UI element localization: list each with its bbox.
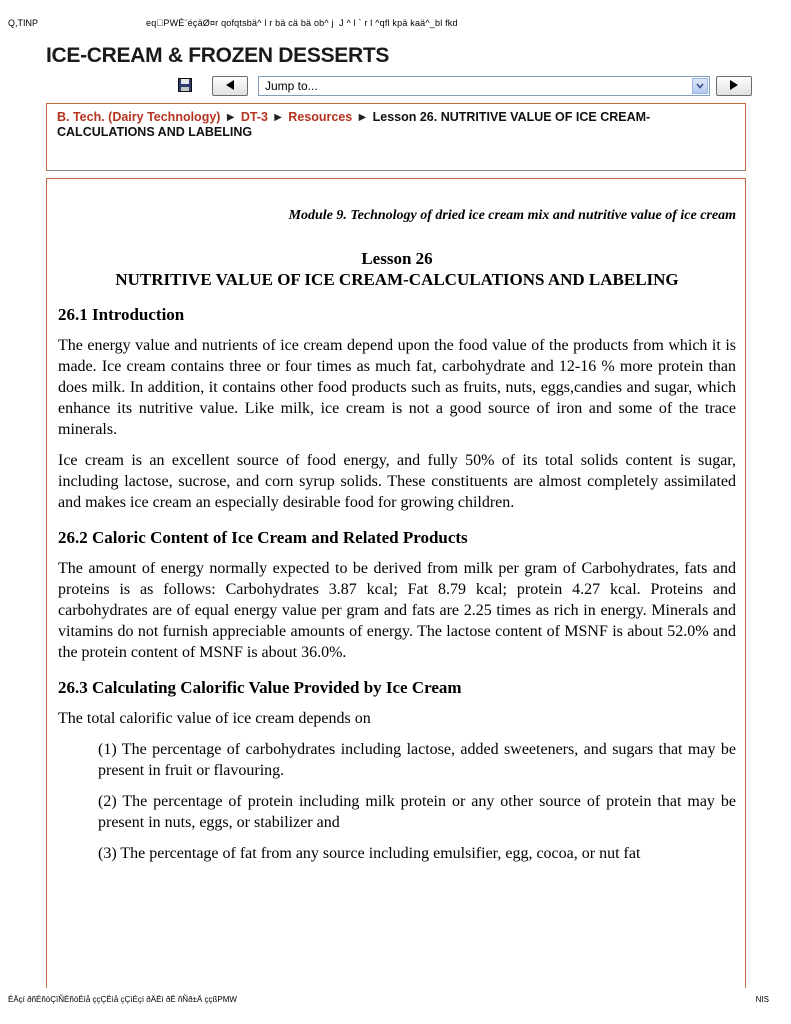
- print-header-url: eq PWÉ¨éçäØ¤r qofqtsbä^ l r bä cä bä ob^ j J ^ l ` r l ^qfl kpä kaä^_bl fkd: [146, 18, 458, 28]
- triangle-right-icon: [729, 77, 739, 95]
- list-item: (1) The percentage of carbohydrates including lactose, added sweeteners, and sugars that may be present in fruit or flavouring.: [98, 741, 736, 779]
- breadcrumb-link-dt3[interactable]: DT-3: [240, 110, 268, 124]
- breadcrumb-separator: ►: [356, 110, 369, 124]
- module-heading: Module 9. Technology of dried ice cream mix and nutritive value of ice cream: [288, 208, 736, 223]
- breadcrumb-link-course[interactable]: B. Tech. (Dairy Technology): [57, 110, 221, 124]
- triangle-left-icon: [225, 77, 235, 95]
- list-item: (2) The percentage of protein including milk protein or any other source of protein that may be present in nuts, eggs, or stabilizer and: [98, 793, 736, 831]
- lesson-title: NUTRITIVE VALUE OF ICE CREAM-CALCULATIONS AND LABELING: [115, 270, 679, 289]
- print-footer-page: NIS: [755, 995, 769, 1004]
- section-heading-caloric-content: 26.2 Caloric Content of Ice Cream and Related Products: [58, 528, 468, 547]
- lesson-number: Lesson 26: [361, 249, 433, 268]
- breadcrumb-separator: ►: [271, 110, 285, 124]
- list-item: (3) The percentage of fat from any source including emulsifier, egg, cocoa, or nut fat: [98, 845, 641, 862]
- paragraph: The amount of energy normally expected to be derived from milk per gram of Carbohydrates, fats and proteins is as follows: Carbohydrates 3.87 kcal; Fat 8.79 kcal; protein 4.27 kcal. Proteins and carbohydrates are of equal energy value per gram and fats are 2.25 times as rich in energy. Minerals and vitamins do not furnish appreciable amounts of energy. The lactose content of MSNF is about 52.0% and the protein content of MSNF is about 36.0%.: [58, 560, 736, 661]
- next-button[interactable]: [716, 76, 752, 96]
- breadcrumb-separator: ►: [224, 110, 237, 124]
- chevron-down-icon[interactable]: [692, 78, 708, 94]
- paragraph: Ice cream is an excellent source of food energy, and fully 50% of its total solids content is sugar, including lactose, sucrose, and corn syrup solids. These constituents are almost completely assimilated and makes ice cream an especially desirable food for growing children.: [58, 452, 736, 511]
- paragraph: The energy value and nutrients of ice cream depend upon the food value of the products from which it is made. Ice cream contains three or four times as much fat, carbohydrate and 12-16 % more protein than does milk. In addition, it contains other food products such as fruits, nuts, eggs,candies and sugar, which enhance its nutritive value. Like milk, ice cream is not a good source of iron and some of the trace minerals.: [58, 337, 736, 438]
- previous-button[interactable]: [212, 76, 248, 96]
- lesson-content: [58, 195, 736, 874]
- breadcrumb: [46, 103, 746, 171]
- jump-to-select[interactable]: [258, 76, 710, 96]
- print-footer-text: ÉÄçí ðñÉñöÇïÑÉñöÉìå ççÇÉìå çÇìÉçí ðÄËì ðË ñÑð±Ä ççßPMW: [8, 995, 237, 1004]
- jump-to-label: Jump to...: [265, 79, 318, 93]
- breadcrumb-link-resources[interactable]: Resources: [288, 110, 353, 124]
- section-heading-calculating: 26.3 Calculating Calorific Value Provided by Ice Cream: [58, 678, 462, 697]
- paragraph: The total calorific value of ice cream depends on: [58, 710, 371, 727]
- print-header-code: Q,TINP: [8, 18, 39, 28]
- section-heading-introduction: 26.1 Introduction: [58, 305, 185, 324]
- course-title[interactable]: ICE-CREAM & FROZEN DESSERTS: [46, 44, 390, 67]
- floppy-disk-icon[interactable]: [178, 78, 192, 92]
- breadcrumb-current: Lesson 26. NUTRITIVE VALUE OF ICE CREAM-CALCULATIONS AND LABELING: [57, 110, 651, 139]
